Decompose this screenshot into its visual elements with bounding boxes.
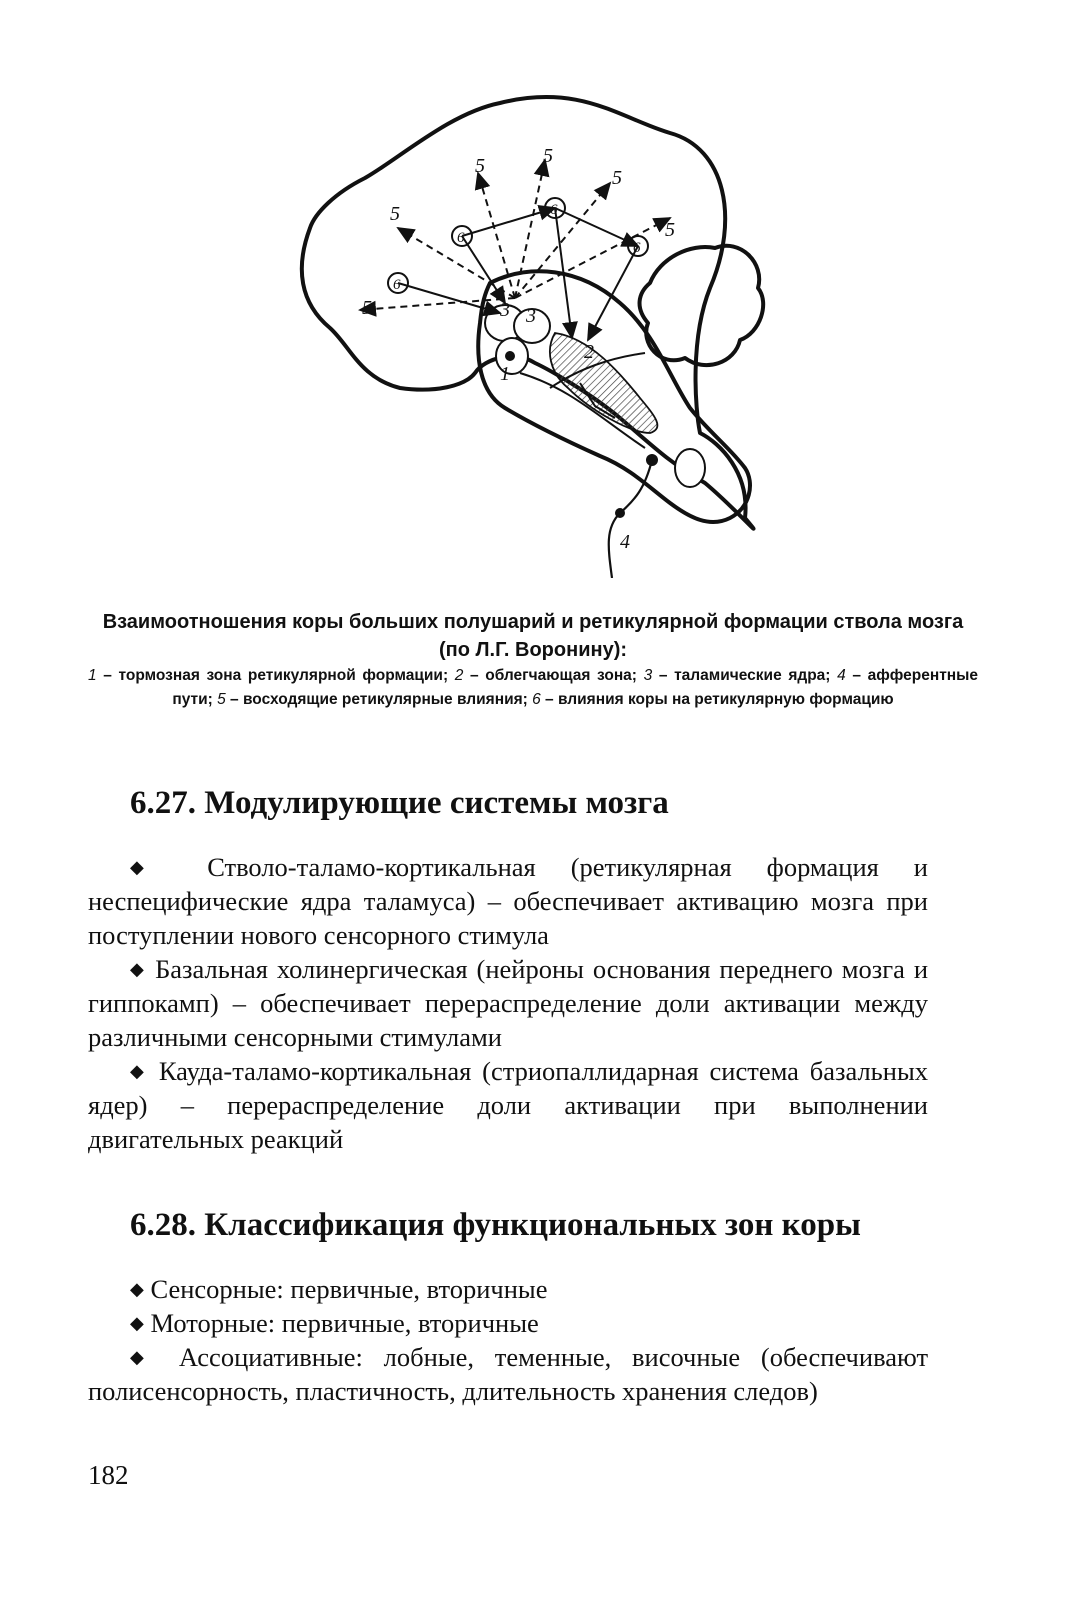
label-6b: 6 (457, 230, 465, 246)
brain-reticular-diagram (250, 88, 770, 578)
legend-num: 6 (532, 691, 541, 708)
label-6d: 6 (633, 240, 641, 256)
list-item: ◆ Моторные: первичные, вторичные (130, 1308, 539, 1338)
bullet-icon: ◆ (130, 959, 147, 979)
label-1: 1 (500, 363, 510, 385)
bullet-icon: ◆ (130, 1061, 149, 1081)
list-item: ◆ Стволо-таламо-кортикальная (ретикулярная формация и неспецифические ядра таламуса) – обеспечивает активацию мозга при поступлении нового сенсорного стимула (88, 852, 928, 950)
list-item: ◆ Ассоциативные: лобные, теменные, височные (обеспечивают полисенсорность, пластичность, длительность хранения следов) (88, 1342, 929, 1406)
legend-num: 4 (837, 667, 846, 684)
legend-text: – тормозная зона ретикулярной формации; (96, 667, 455, 684)
list-item: ◆ Кауда-таламо-кортикальная (стриопаллидарная система базальных ядер) – перераспределение доли активации при выполнении двигательных реакций (88, 1056, 929, 1154)
figure-caption-legend (88, 664, 978, 712)
afferent-path (609, 460, 652, 578)
bullet-icon: ◆ (130, 1347, 159, 1367)
legend-text: – афферентные пути; (172, 667, 979, 708)
legend-text: – влияния коры на ретикулярную формацию (540, 691, 894, 708)
legend-text: – облегчающая зона; (463, 667, 644, 684)
section-heading-6-27: 6.27. Модулирующие системы мозга (130, 785, 669, 821)
label-4: 4 (620, 531, 630, 553)
label-5: 5 (362, 297, 372, 319)
legend-num: 5 (217, 691, 226, 708)
legend-num: 1 (88, 667, 97, 684)
bullet-icon: ◆ (130, 857, 173, 877)
label-5f: 5 (665, 219, 675, 241)
list-item: ◆ Базальная холинергическая (нейроны основания переднего мозга и гиппокамп) – обеспечивает перераспределение доли активации между различными сенсорными стимулами (88, 954, 929, 1052)
label-3b: 3 (526, 305, 536, 327)
label-5b: 5 (390, 203, 400, 225)
label-5e: 5 (612, 167, 622, 189)
label-6c: 6 (550, 202, 558, 218)
label-6: 6 (393, 277, 401, 293)
page-number: 182 (88, 1460, 129, 1490)
figure-caption-title: Взаимоотношения коры больших полушарий и ретикулярной формации ствола мозга (по Л.Г. Воронину): (102, 611, 964, 661)
list-item: ◆ Сенсорные: первичные, вторичные (130, 1274, 548, 1304)
legend-num: 2 (454, 667, 464, 684)
legend-text: – восходящие ретикулярные влияния; (225, 691, 533, 708)
label-2: 2 (584, 341, 594, 363)
lower-nucleus (675, 449, 705, 487)
legend-text: – таламические ядра; (652, 667, 838, 684)
bullet-icon: ◆ (130, 1279, 144, 1299)
cerebellum-outline (640, 246, 764, 365)
label-3: 3 (500, 299, 510, 321)
label-5c: 5 (475, 155, 485, 177)
label-5d: 5 (543, 145, 553, 167)
section-heading-6-28: 6.28. Классификация функциональных зон коры (130, 1207, 861, 1243)
bullet-icon: ◆ (130, 1313, 144, 1333)
legend-num: 3 (643, 667, 653, 684)
